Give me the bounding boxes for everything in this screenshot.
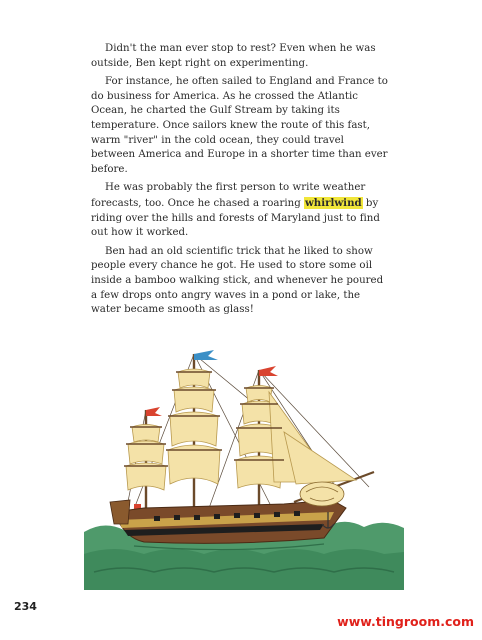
mizzen-flag [146,407,162,416]
paragraph-3 [91,181,391,240]
main-flag [194,350,218,360]
paragraph-1: Didn't the man ever stop to rest? Even when he was outside, Ben kept right on experimenting. [91,43,376,69]
paragraph-3-start: He was probably the first person to write weather forecasts, too. Once he chased a roaring [91,182,366,209]
paragraph-2: For instance, he often sailed to England and France to do business for America. As he crossed the Atlantic Ocean, he charted the Gulf Stream by taking its temperature. Once sailors knew the route of this fast, warm "river" in the cold ocean, they could travel between America and Europe in a shorter time than ever before. [91,76,388,175]
page-number: 234 [14,600,37,613]
watermark: www.tingroom.com [337,614,474,629]
fore-flag [259,366,278,376]
sailing-ship-illustration [84,332,404,590]
highlighted-word: whirlwind [305,196,362,209]
paragraph-3-end: by riding over the hills and forests of Maryland just to find out how it worked. [91,197,380,239]
story-text [91,42,391,322]
paragraph-4: Ben had an old scientific trick that he liked to show people every chance he got. He used to store some oil inside a bamboo walking stick, and whenever he poured a few drops onto angry waves in a pond or lake, the water became smooth as glass! [91,245,384,316]
sails [126,369,356,490]
